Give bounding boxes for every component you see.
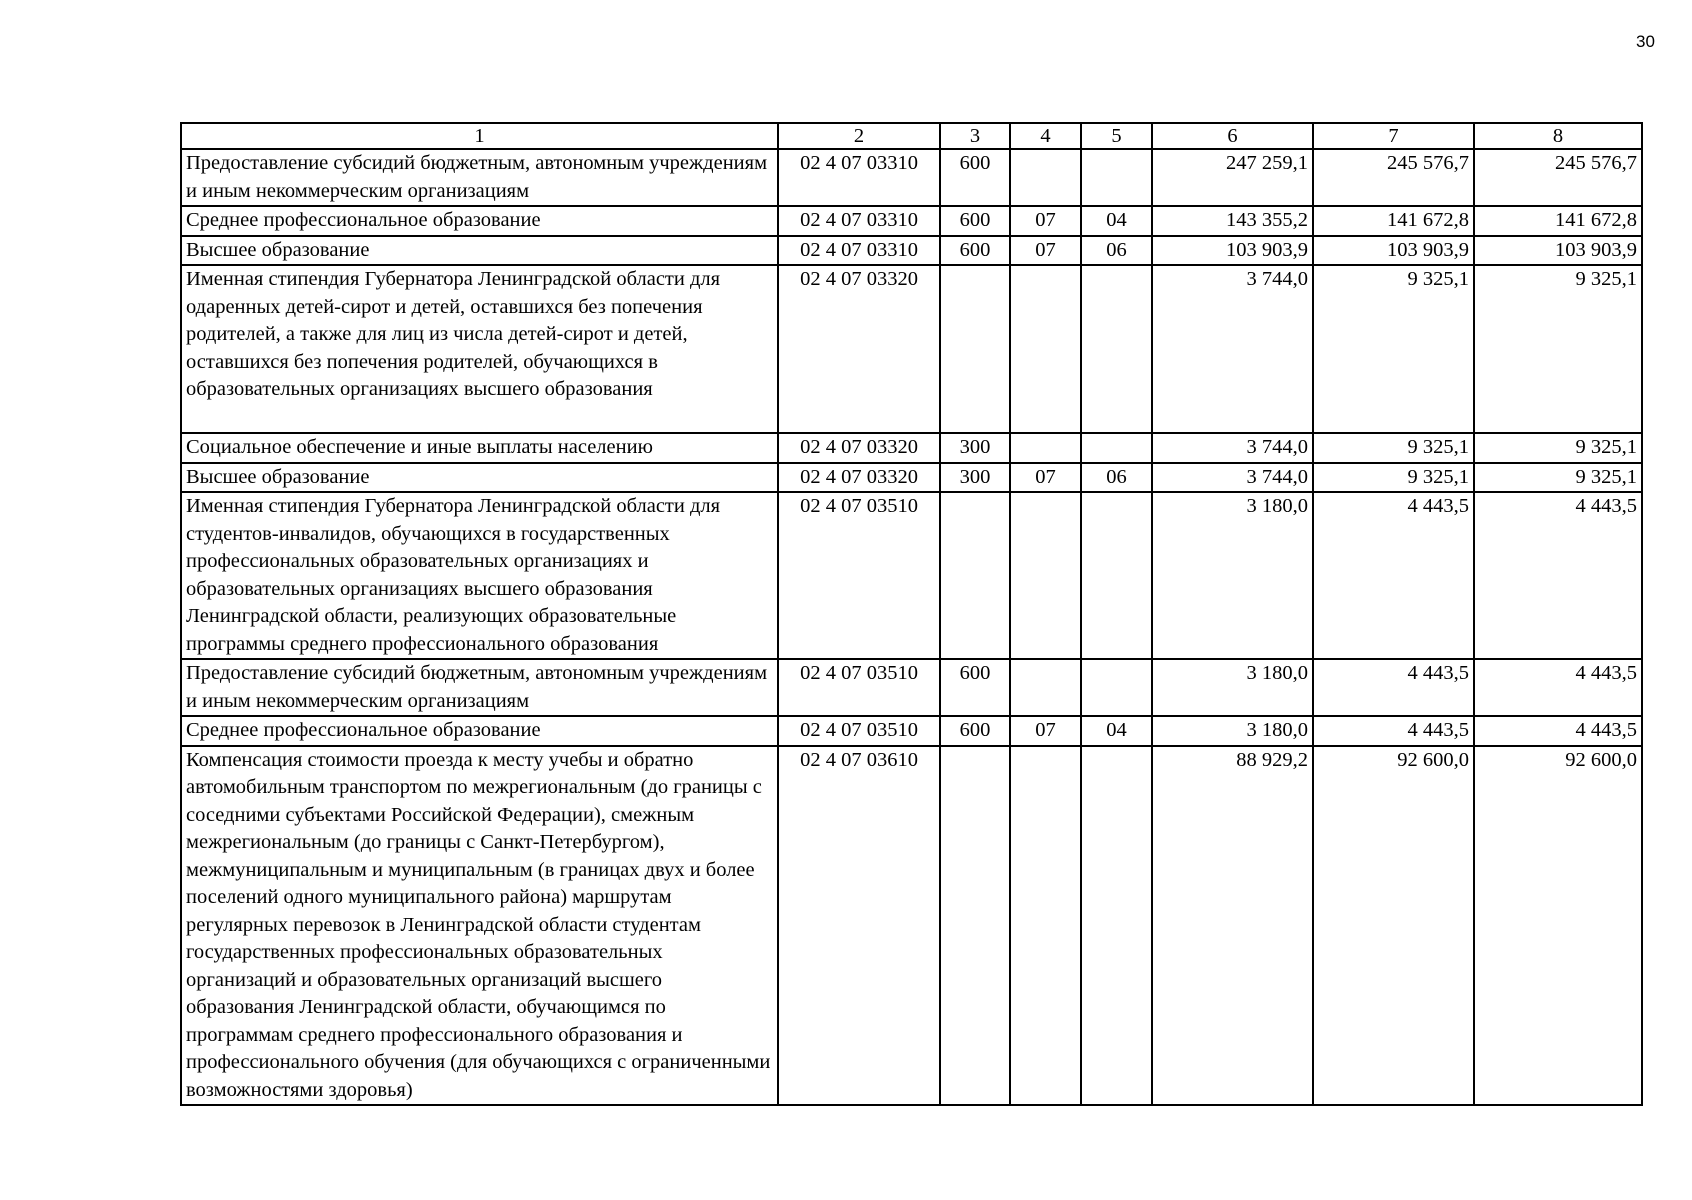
row-value-7: 4 443,5 bbox=[1313, 716, 1474, 746]
row-col-5: 06 bbox=[1081, 463, 1152, 493]
table-row bbox=[181, 492, 1642, 659]
row-name: Компенсация стоимости проезда к месту учебы и обратно автомобильным транспортом по межрегиональным (до границы с соседними субъектами Российской Федерации), смежным межрегиональным (до границы с Санкт-Петербургом), межмуниципальным и муниципальным (в границах двух и более поселений одного муниципального района) маршрутам регулярных перевозок в Ленинградской области студентам государственных профессиональных образовательных организаций и образовательных организаций высшего образования Ленинградской области, обучающимся по программам среднего профессионального образования и профессионального обучения (для обучающихся с ограниченными возможностями здоровья) bbox=[181, 746, 778, 1106]
header-col-5: 5 bbox=[1081, 123, 1152, 149]
table-row bbox=[181, 236, 1642, 266]
row-value-6: 103 903,9 bbox=[1152, 236, 1313, 266]
row-code: 02 4 07 03610 bbox=[778, 746, 940, 1106]
table-row bbox=[181, 463, 1642, 493]
row-col-4: 07 bbox=[1010, 716, 1081, 746]
table-header-row bbox=[181, 123, 1642, 149]
row-value-7: 103 903,9 bbox=[1313, 236, 1474, 266]
row-value-6: 3 180,0 bbox=[1152, 716, 1313, 746]
table-row bbox=[181, 433, 1642, 463]
row-value-8: 4 443,5 bbox=[1474, 659, 1642, 716]
row-code: 02 4 07 03320 bbox=[778, 463, 940, 493]
header-col-4: 4 bbox=[1010, 123, 1081, 149]
table-row bbox=[181, 149, 1642, 206]
row-col-3: 600 bbox=[940, 236, 1010, 266]
row-value-8: 141 672,8 bbox=[1474, 206, 1642, 236]
row-col-4: 07 bbox=[1010, 206, 1081, 236]
row-col-3: 600 bbox=[940, 149, 1010, 206]
row-code: 02 4 07 03510 bbox=[778, 492, 940, 659]
row-col-5 bbox=[1081, 149, 1152, 206]
header-col-8: 8 bbox=[1474, 123, 1642, 149]
row-col-3: 600 bbox=[940, 716, 1010, 746]
row-value-6: 3 744,0 bbox=[1152, 433, 1313, 463]
row-col-4: 07 bbox=[1010, 236, 1081, 266]
row-col-3: 300 bbox=[940, 433, 1010, 463]
row-col-5 bbox=[1081, 746, 1152, 1106]
row-col-5: 06 bbox=[1081, 236, 1152, 266]
row-name: Высшее образование bbox=[181, 236, 778, 266]
row-value-6: 3 180,0 bbox=[1152, 659, 1313, 716]
row-col-5: 04 bbox=[1081, 206, 1152, 236]
row-col-5: 04 bbox=[1081, 716, 1152, 746]
row-name: Предоставление субсидий бюджетным, автономным учреждениям и иным некоммерческим организациям bbox=[181, 149, 778, 206]
row-value-7: 9 325,1 bbox=[1313, 463, 1474, 493]
row-code: 02 4 07 03310 bbox=[778, 149, 940, 206]
row-col-4 bbox=[1010, 265, 1081, 433]
row-col-4 bbox=[1010, 433, 1081, 463]
row-col-4: 07 bbox=[1010, 463, 1081, 493]
row-value-8: 92 600,0 bbox=[1474, 746, 1642, 1106]
row-value-7: 92 600,0 bbox=[1313, 746, 1474, 1106]
row-value-8: 9 325,1 bbox=[1474, 463, 1642, 493]
row-value-8: 103 903,9 bbox=[1474, 236, 1642, 266]
row-name: Среднее профессиональное образование bbox=[181, 206, 778, 236]
row-value-7: 9 325,1 bbox=[1313, 433, 1474, 463]
table-row bbox=[181, 659, 1642, 716]
row-code: 02 4 07 03310 bbox=[778, 236, 940, 266]
row-value-8: 4 443,5 bbox=[1474, 492, 1642, 659]
row-value-8: 9 325,1 bbox=[1474, 265, 1642, 433]
header-col-7: 7 bbox=[1313, 123, 1474, 149]
table-row bbox=[181, 716, 1642, 746]
row-col-3 bbox=[940, 746, 1010, 1106]
row-col-4 bbox=[1010, 746, 1081, 1106]
row-code: 02 4 07 03320 bbox=[778, 433, 940, 463]
row-value-6: 3 744,0 bbox=[1152, 463, 1313, 493]
row-code: 02 4 07 03320 bbox=[778, 265, 940, 433]
row-value-8: 245 576,7 bbox=[1474, 149, 1642, 206]
row-name: Социальное обеспечение и иные выплаты населению bbox=[181, 433, 778, 463]
row-name: Среднее профессиональное образование bbox=[181, 716, 778, 746]
row-value-6: 3 744,0 bbox=[1152, 265, 1313, 433]
row-name: Именная стипендия Губернатора Ленинградской области для студентов-инвалидов, обучающихся в государственных профессиональных образовательных организациях и образовательных организациях высшего образования Ленинградской области, реализующих образовательные программы среднего профессионального образования bbox=[181, 492, 778, 659]
row-col-5 bbox=[1081, 265, 1152, 433]
row-value-7: 4 443,5 bbox=[1313, 659, 1474, 716]
row-col-3: 600 bbox=[940, 206, 1010, 236]
row-col-5 bbox=[1081, 659, 1152, 716]
row-code: 02 4 07 03510 bbox=[778, 659, 940, 716]
row-value-6: 3 180,0 bbox=[1152, 492, 1313, 659]
row-col-3 bbox=[940, 492, 1010, 659]
row-value-7: 245 576,7 bbox=[1313, 149, 1474, 206]
row-col-3: 600 bbox=[940, 659, 1010, 716]
table-row bbox=[181, 746, 1642, 1106]
row-col-5 bbox=[1081, 492, 1152, 659]
row-value-7: 9 325,1 bbox=[1313, 265, 1474, 433]
row-col-4 bbox=[1010, 149, 1081, 206]
row-col-4 bbox=[1010, 492, 1081, 659]
row-col-4 bbox=[1010, 659, 1081, 716]
header-col-1: 1 bbox=[181, 123, 778, 149]
table-row bbox=[181, 265, 1642, 433]
header-col-2: 2 bbox=[778, 123, 940, 149]
header-col-6: 6 bbox=[1152, 123, 1313, 149]
row-code: 02 4 07 03510 bbox=[778, 716, 940, 746]
row-value-8: 4 443,5 bbox=[1474, 716, 1642, 746]
row-value-6: 143 355,2 bbox=[1152, 206, 1313, 236]
row-value-8: 9 325,1 bbox=[1474, 433, 1642, 463]
row-value-7: 4 443,5 bbox=[1313, 492, 1474, 659]
row-value-6: 247 259,1 bbox=[1152, 149, 1313, 206]
row-code: 02 4 07 03310 bbox=[778, 206, 940, 236]
row-col-3 bbox=[940, 265, 1010, 433]
page-number: 30 bbox=[1636, 32, 1655, 51]
row-name: Высшее образование bbox=[181, 463, 778, 493]
header-col-3: 3 bbox=[940, 123, 1010, 149]
row-value-6: 88 929,2 bbox=[1152, 746, 1313, 1106]
budget-table bbox=[180, 122, 1643, 1106]
row-name: Предоставление субсидий бюджетным, автономным учреждениям и иным некоммерческим организациям bbox=[181, 659, 778, 716]
row-col-3: 300 bbox=[940, 463, 1010, 493]
row-name: Именная стипендия Губернатора Ленинградской области для одаренных детей-сирот и детей, оставшихся без попечения родителей, а также для лиц из числа детей-сирот и детей, оставшихся без попечения родителей, обучающихся в образовательных организациях высшего образования bbox=[181, 265, 778, 433]
row-value-7: 141 672,8 bbox=[1313, 206, 1474, 236]
table-row bbox=[181, 206, 1642, 236]
row-col-5 bbox=[1081, 433, 1152, 463]
